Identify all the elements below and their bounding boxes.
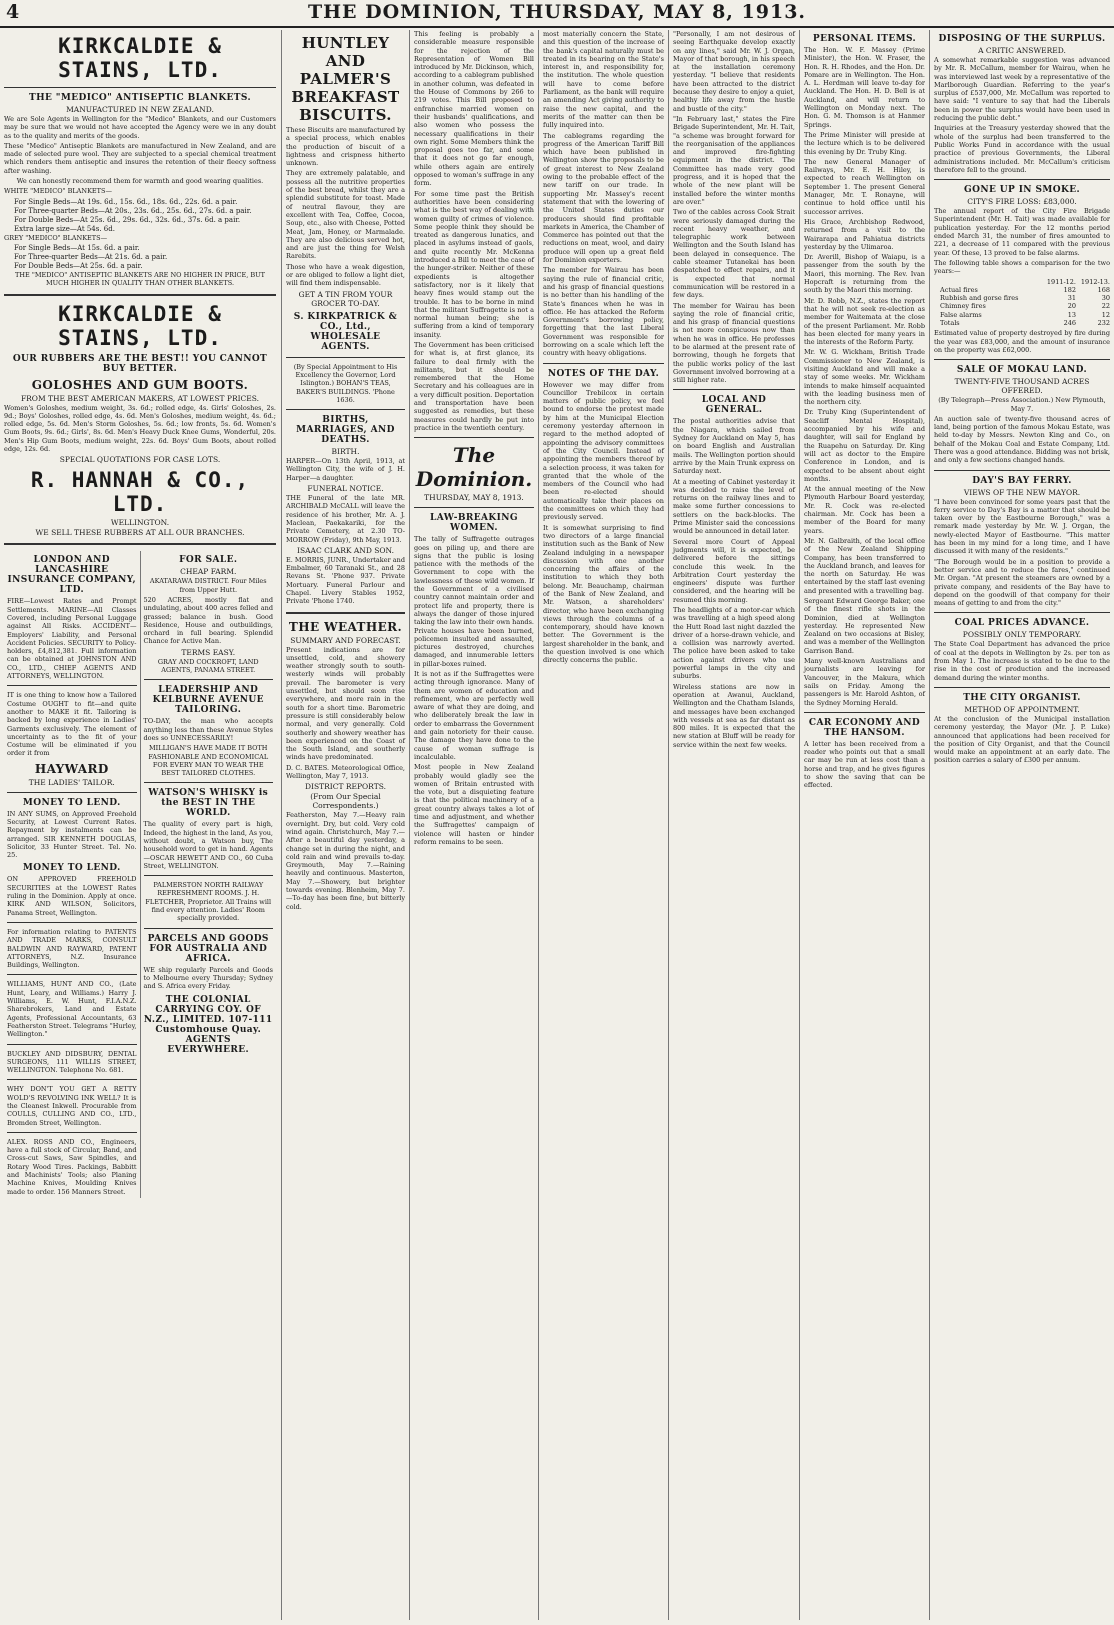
weather-subheading: SUMMARY AND FORECAST. — [290, 635, 401, 645]
personal-paragraph: Many well-known Australians and journalists are leaving for Vancouver, in the Makura, which sails on Friday. Among the passengers is Mr. Harold Ashton, of the Sydney Morning Herald. — [804, 657, 925, 707]
personal-paragraph: The Hon. W. F. Massey (Prime Minister), the Hon. W. Fraser, the Hon. R. H. Rhodes, and the Hon. Dr. Pomare are in Wellington. The Hon. A. L. Herdman will leave to-day for Auckland. The Hon. H. D. Bell is at Auckland, and will return to Wellington on Monday next. The Hon. G. M. Thomson is at Hanmer Springs. — [804, 46, 925, 129]
price-line: For Single Beds—At 19s. 6d., 15s. 6d., 18s. 6d., 22s. 6d. a pair. — [14, 197, 238, 206]
mokau-paragraph: An auction sale of twenty-five thousand acres of land, being portion of the famous Mokau Estate, was held to-day by Messrs. Newton King and Co., on behalf of the Mokau Coal and Estate Company, Ltd. There was a good attendance. Bidding was not brisk, and only a few sections changed hands. — [934, 414, 1110, 465]
smoke-year-b: 1912-13. — [1080, 277, 1110, 286]
column-leader — [409, 30, 538, 1620]
engineers-body: ALEX. ROSS AND CO., Engineers, have a full stock of Circular, Band, and Cross-cut Saws, Saw Spindles, and Rotary Wood Tires. Packings, Babbitt and Machinists' Tools; also Planing Machine Knives, Moulding Knives made to order. 156 Manners Street. — [7, 1137, 137, 1196]
column-personal — [799, 30, 929, 1620]
table-row: Rubbish and gorse fires 31 30 — [940, 294, 1110, 303]
rubbers-slogan: OUR RUBBERS ARE THE BEST!! YOU CANNOT BUY BETTER. — [12, 353, 268, 374]
coal-subheading: POSSIBLY ONLY TEMPORARY. — [962, 630, 1082, 640]
huntley-paragraph: These Biscuits are manufactured by a special process, which enables the production of biscuit of a lightness and crispness hitherto unknown. — [286, 126, 405, 168]
bmd-heading: BIRTHS, MARRIAGES, AND DEATHS. — [296, 415, 395, 446]
column-local — [668, 30, 799, 1620]
insurance-heading: LONDON AND LANCASHIRE INSURANCE COMPANY, LTD. — [7, 555, 136, 596]
weather-signature: D. C. BATES. Meteorological Office, Wellington, May 7, 1913. — [286, 763, 405, 781]
law-heading: LAW-BREAKING WOMEN. — [430, 513, 518, 534]
economy-heading: CAR ECONOMY AND THE HANSOM. — [808, 717, 921, 738]
ferry-heading: DAY'S BAY FERRY. — [972, 475, 1072, 486]
blankets-paragraph: We are Sole Agents in Wellington for the "Medico" Blankets, and our Customers may be sure that we would not have accepted the Agency were we in any doubt as to the quality and merits of the goods. — [4, 115, 276, 140]
newspaper-title: THE DOMINION, THURSDAY, MAY 8, 1913. — [307, 1, 807, 23]
mokau-heading: SALE OF MOKAU LAND. — [956, 365, 1088, 376]
huntley-agents: S. KIRKPATRICK & CO., Ltd., WHOLESALE AGENTS. — [293, 311, 398, 352]
surplus-paragraph: Inquiries at the Treasury yesterday showed that the whole of the surplus had been transferred to the Public Works Fund in accordance with the usual practice of previous Governments, the Liberal administrations included. Mr. McCallum's criticism therefore fell to the ground. — [934, 124, 1110, 174]
ferry-subheading: VIEWS OF THE NEW MAYOR. — [963, 487, 1081, 497]
dentist-body: BUCKLEY AND DIDSBURY, DENTAL SURGEONS, 111 WILLIS STREET, WELLINGTON. Telephone No. 681. — [7, 1049, 137, 1075]
leader-paragraph: The Government has been criticised for what is, at first glance, its failure to deal firmly with the militants, but it should be remembered that the Home Secretary and his colleagues are in a very difficult position. Deportation and transportation have been suggested as remedies, but these measures could hardly be put into practice in the twentieth century. — [414, 340, 534, 432]
local-paragraph: The postal authorities advise that the Niagara, which sailed from Sydney for Auckland on May 5, has on board English and Australian mails. The Wellington portion should arrive by the Main Trunk express on Saturday next. — [673, 417, 795, 476]
hannah-footer: WE SELL THESE RUBBERS AT ALL OUR BRANCHES. — [35, 528, 245, 538]
local-paragraph: The headlights of a motor-car which was travelling at a high speed along the Hutt Road last night dazzled the driver of a horse-drawn vehicle, and a collision was narrowly averted. The police have been asked to take action against drivers who use powerful lamps in the city and suburbs. — [673, 606, 795, 681]
page-number: 4 — [6, 1, 20, 23]
local-paragraph: Several more Court of Appeal judgments will, it is expected, be delivered before the sittings conclude this week. In the Arbitration Court yesterday the engineers' dispute was further considered, and the hearing will be resumed this morning. — [673, 537, 795, 604]
organist-paragraph: At the conclusion of the Municipal installation ceremony yesterday, the Mayor (Mr. J. P. Luke) announced that applications had been received for the position of City Organist, and that the Council would make an appointment at an early date. The position carries a salary of £300 per annum. — [934, 714, 1110, 765]
personal-paragraph: Dr. Truby King (Superintendent of Seacliff Mental Hospital), accompanied by his wife and daughter, will sail for England by the Ruapehu on Saturday. Dr. King will act as doctor to the Empire Conference in London, and is expected to be absent about eight months. — [804, 408, 925, 483]
blankets-paragraph: We can honestly recommend them for warmth and good wearing qualities. — [16, 177, 264, 186]
smoke-paragraph: The annual report of the City Fire Brigade Superintendent (Mr. H. Tait) was made available for publication yesterday. For the 12 months period ended March 31, the number of fires amounted to 221, a decrease of 11 compared with the previous year. Of these, 13 proved to be false alarms. — [934, 207, 1110, 257]
inkwell-body: WHY DON'T YOU GET A RETTY WOLD'S REVOLVING INK WELL? It is the Cleanest Inkwell. Procurable from COULLS, CULLING AND CO., LTD., Bromden Street, Wellington. — [7, 1085, 137, 1127]
undertaker-ad: E. MORRIS, JUNR., Undertaker and Embalmer, 60 Taranaki St., and 28 Revans St. 'Phone 937. Private Mortuary. Funeral Parlour and Chapel. Livery Stables 1952, Private 'Phone 1740. — [286, 555, 405, 606]
masthead — [0, 0, 1114, 28]
goloshes-subheading: FROM THE BEST AMERICAN MAKERS, AT LOWEST PRICES. — [20, 393, 260, 403]
goloshes-special: SPECIAL QUOTATIONS FOR CASE LOTS. — [59, 455, 221, 465]
whisky-body: The quality of every part is high, Indeed, the highest in the land, As you, without doubt, a Watson buy, The household word to get in hand. Agents—OSCAR HEWETT AND CO., 60 Cuba Street, WELLINGTON. — [143, 820, 273, 870]
personal-paragraph: Mr. N. Galbraith, of the local office of the New Zealand Shipping Company, has been transferred to the Auckland branch, and leaves for the north on Saturday. He was entertained by the staff last evening and presented with a travelling bag. — [804, 536, 925, 595]
forsale-terms: TERMS EASY. — [181, 647, 236, 657]
forsale-district: AKATARAWA DISTRICT. Four Miles from Upper Hutt. — [149, 577, 267, 594]
leader-paragraph: For some time past the British authorities have been considering what is the best way of dealing with women guilty of crimes of violence. Some people think they should be treated as dangerous lunatics, and placed in asylums instead of gaols, and quite recently Mr. McKenna introduced a Bill to meet the case of the hunger-striker. Neither of these expedients is altogether satisfactory, nor is it likely that heavy fines would stamp out the trouble. It has to be borne in mind that the militant Suffragette is not a normal human being; she is suffering from a kind of temporary insanity. — [414, 189, 534, 339]
column-news — [929, 30, 1114, 1620]
personal-paragraph: His Grace, Archbishop Redwood, returned from a visit to the Wairarapa and Pahiatua districts yesterday by the Ulimaroa. — [804, 217, 925, 251]
price-line: For Three-quarter Beds—At 20s., 23s. 6d., 25s. 6d., 27s. 6d. a pair. — [14, 206, 252, 215]
forsale-body: 520 ACRES, mostly flat and undulating, about 400 acres felled and grassed; balance in bush. Good Residence, House and outbuildings, orchard in full bearing. Splendid Chance for Active Man. — [143, 595, 273, 646]
article-paragraph: Two of the cables across Cook Strait were seriously damaged during the recent heavy weather, and telegraphic work between Wellington and the South Island has been delayed in consequence. The cable steamer Tutanekai has been despatched to effect repairs, and it is expected that normal communication will be restored in a few days. — [673, 208, 795, 300]
blankets-footer: THE "MEDICO" ANTISEPTIC BLANKETS ARE NO HIGHER IN PRICE, BUT MUCH HIGHER IN QUALITY THAN OTHER BLANKETS. — [15, 270, 265, 288]
personal-paragraph: The Prime Minister will preside at the lecture which is to be delivered this evening by Dr. Truby King. — [804, 130, 925, 156]
huntley-paragraph: They are extremely palatable, and possess all the nutritive properties of the best bread, whilst they are a splendid substitute for toast. Made of neutral flavour, they are excellent with Tea, Coffee, Cocoa, Soup, etc., also with Cheese, Potted Meat, Jam, Honey, or Marmalade. They are also delicious served hot, and are just the thing for Welsh Rarebits. — [286, 169, 405, 261]
notes-heading: NOTES OF THE DAY. — [547, 368, 660, 379]
parcels-heading: PARCELS AND GOODS FOR AUSTRALIA AND AFRICA. — [147, 933, 269, 964]
paper-date: THURSDAY, MAY 8, 1913. — [424, 493, 524, 503]
personal-heading: PERSONAL ITEMS. — [812, 34, 917, 44]
carrying-company: THE COLONIAL CARRYING COY. OF N.Z., LIMITED. 107-111 Customhouse Quay. AGENTS EVERYWHERE. — [143, 994, 273, 1055]
notes-paragraph: However we may differ from Councillor Trebilcox in certain matters of public policy, we feel bound to endorse the protest made by him at the Municipal Election ceremony yesterday afternoon in regard to the method adopted of appointing the advisory committees of the City Council. Instead of appointing the members thereof by a selection process, it was taken for granted that the whole of the members of the Council who had been re-elected should automatically take their places on the committees on which they had previously served. — [543, 380, 664, 522]
economy-paragraph: A letter has been received from a reader who points out that a small car may be run at less cost than a horse and trap, and he gives figures to show the saving that can be effected. — [804, 739, 925, 790]
grey-blankets-heading: GREY "MEDICO" BLANKETS— — [4, 233, 108, 242]
column-notices — [281, 30, 409, 1620]
personal-paragraph: Sergeant Edward George Baker, one of the finest rifle shots in the Dominion, died at Wellington yesterday. He represented New Zealand on two occasions at Bisley, and was a member of the Wellington Garrison Band. — [804, 597, 925, 655]
huntley-paragraph: Those who have a weak digestion, or are obliged to follow a light diet, will find them indispensable. — [286, 262, 405, 288]
teas-ad: (By Special Appointment to His Excellency the Governor, Lord Islington.) BOHAN'S TEAS, BAKER'S BUILDINGS. 'Phone 1636. — [293, 362, 398, 404]
law-paragraph: Most people in New Zealand probably would gladly see the women of Britain entrusted with the vote, but a disquieting feature is that the political machinery of a great country always takes a lot of time and adjustment, and whether the Suffragettes' campaign of violence will hasten or hinder reform remains to be seen. — [414, 763, 534, 846]
table-row: False alarms 13 12 — [940, 310, 1110, 319]
paper-nameplate: The Dominion. — [415, 443, 533, 492]
article-paragraph: "In February last," states the Fire Brigade Superintendent, Mr. H. Tait, "a scheme was brought forward for the reorganisation of the appliances and improved fire-fighting equipment in the district. The Committee has made very good progress, and it is hoped that the whole of the new plant will be installed before the winter months are over." — [673, 114, 795, 206]
kirkcaldie-header: KIRKCALDIE & STAINS, LTD. — [58, 301, 222, 350]
patents-body: For information relating to PATENTS AND TRADE MARKS, CONSULT BALDWIN AND RAYWARD, PATENT ATTORNEYS, N.Z. Insurance Buildings, Wellington. — [7, 927, 137, 970]
organist-subheading: METHOD OF APPOINTMENT. — [964, 704, 1080, 714]
local-heading: LOCAL AND GENERAL. — [701, 395, 767, 416]
personal-paragraph: Mr. W. G. Wickham, British Trade Commissioner to New Zealand, is visiting Auckland and will make a stay of some weeks. Mr. Wickham intends to make himself acquainted with the leading business men of the northern city. — [804, 348, 925, 407]
surplus-heading: DISPOSING OF THE SURPLUS. — [938, 34, 1106, 44]
smoke-table — [940, 278, 1110, 328]
refreshment-rooms: PALMERSTON NORTH RAILWAY REFRESHMENT ROOMS. J. H. FLETCHER, Proprietor. All Trains will find every attention. Ladies' Room specially provided. — [145, 881, 272, 923]
article-paragraph: "Personally, I am not desirous of seeing Earthquake develop exactly on any lines," said Mr. W. J. Organ, Mayor of that borough, in his speech at the installation ceremony yesterday. "I believe that residents have been attracted to the district because they desire to enjoy a quiet, healthy life away from the hustle and bustle of the city." — [673, 30, 795, 113]
small-ads — [4, 551, 276, 1198]
law-paragraph: The tally of Suffragette outrages goes on piling up, and there are signs that the public is losing patience with the methods of the Government to cope with the lawlessness of these wild women. If the Government of a civilised country cannot maintain order and protect life and property, there is always the danger of those injured taking the law into their own hands. Private houses have been burned, policemen insulted and assaulted, pictures destroyed, churches damaged, and innumerable letters in pillar-boxes ruined. — [414, 535, 534, 668]
leader-paragraph: This feeling is probably a considerable measure responsible for the rejection of the Representation of Women Bill introduced by Mr. Dickinson, which, according to a cablegram published in another column, was defeated in the House of Commons by 266 to 219 votes. This Bill proposed to enfranchise married women on their husbands' qualifications, and also women who possess the necessary qualifications in their own right. Some Members think the proposal goes too far, and some that it does not go far enough, while others again are entirely opposed to woman's suffrage in any form. — [414, 30, 534, 188]
blankets-heading: THE "MEDICO" ANTISEPTIC BLANKETS. — [28, 93, 252, 103]
price-line: Extra large size—At 54s. 6d. — [14, 224, 115, 233]
money-body: IN ANY SUMS, on Approved Freehold Security, at Lowest Current Rates. Repayment by instalments can be arranged. SIR KENNETH DOUGLAS, Solicitor, 33 Hunter Street. Tel. No. 25. — [7, 809, 137, 860]
hayward-body: IT is one thing to know how a Tailored Costume OUGHT to fit—and quite another to MAKE it fit. Tailoring is backed by long experience in Ladies' Garments exclusively. The element of uncertainty as to the fit of your Costume will be eliminated if you order it from — [7, 691, 137, 758]
goloshes-heading: GOLOSHES AND GUM BOOTS. — [31, 377, 249, 392]
milligan-body: MILLIGAN'S HAVE MADE IT BOTH FASHIONABLE AND ECONOMICAL FOR EVERY MAN TO WEAR THE BEST TAILORED CLOTHES. — [148, 744, 269, 778]
ferry-paragraph: "The Borough would be in a position to provide a better service and to reduce the fares," continued Mr. Organ. "At present the steamers are owned by a private company, and residents of the Bay have to depend on the goodwill of that company for their means of getting to and from the city." — [934, 557, 1110, 608]
surplus-paragraph: A somewhat remarkable suggestion was advanced by Mr. R. McCallum, member for Wairau, when he was interviewed last week by a representative of the Marlborough Guardian. Referring to the year's surplus of £537,000, Mr. McCallum was reported to have said: "I venture to say that had the Liberals been in power the surplus would have been used in reducing the public debt." — [934, 56, 1110, 123]
hannah-header: R. HANNAH & CO., LTD. — [30, 468, 250, 517]
table-row: Chimney fires 20 22 — [940, 302, 1110, 311]
funeral-firm: ISAAC CLARK AND SON. — [297, 545, 394, 555]
local-paragraph: At a meeting of Cabinet yesterday it was decided to raise the level of returns on the railway lines and to make some further concessions to settlers on the back-blocks. The Prime Minister said the concessions would be announced in detail later. — [673, 477, 795, 536]
whisky-heading: WATSON'S WHISKY is the BEST IN THE WORLD. — [148, 788, 269, 819]
personal-paragraph: Mr. D. Robb, N.Z., states the report that he will not seek re-election as member for Waitemata at the close of the present Parliament. Mr. Robb has been elected for many years in the interests of the Reform Party. — [804, 296, 925, 347]
article-paragraph: The cablegrams regarding the progress of the American Tariff Bill which have been published in Wellington show the proposals to be of great interest to New Zealand owing to the probable effect of the new tariff on our trade. In supporting Mr. Massey's recent statement that with the lowering of the United States duties our producers should find profitable markets in America, the Chamber of Commerce has pointed out that the reductions on meat, wool, and dairy produce will open up a great field for Dominion exporters. — [543, 131, 664, 265]
surplus-subheading: A CRITIC ANSWERED. — [978, 46, 1066, 55]
column-advertisements — [0, 30, 280, 1620]
kirkcaldie-header: KIRKCALDIE & STAINS, LTD. — [58, 34, 222, 82]
smoke-heading: GONE UP IN SMOKE. — [964, 185, 1080, 196]
table-row: Actual fires 182 168 — [940, 285, 1110, 294]
money-heading: MONEY TO LEND. — [22, 863, 121, 874]
district-body: Featherston, May 7.—Heavy rain overnight. Dry, but cold. Very cold wind again. Christchurch, May 7.—After a beautiful day yesterday, a change set in during the night, and cold rain and wind prevails to-day. Greymouth, May 7.—Raining heavily and continuous. Masterton, May 7.—Showery, but brighter towards evening. Blenheim, May 7.—To-day has been fine, but bitterly cold. — [286, 811, 405, 911]
parcels-body: WE ship regularly Parcels and Goods to Melbourne every Thursday; Sydney and S. Africa every Friday. — [143, 965, 273, 991]
huntley-heading: HUNTLEY AND PALMER'S BREAKFAST BISCUITS. — [291, 34, 400, 124]
organist-heading: THE CITY ORGANIST. — [963, 692, 1081, 703]
table-row: Totals 246 232 — [940, 319, 1110, 328]
district-heading: DISTRICT REPORTS. — [305, 782, 386, 792]
column-notes — [538, 30, 668, 1620]
price-line: For Double Beds—At 25s. 6d., 29s. 6d., 32s. 6d., 37s. 6d. a pair. — [14, 215, 241, 224]
mokau-dateline: (By Telegraph—Press Association.) New Plymouth, May 7. — [938, 396, 1106, 413]
goloshes-list: Women's Goloshes, medium weight, 3s. 6d.; rolled edge, 4s. Girls' Goloshes, 2s. 9d.; Boys' Goloshes, rolled edge, 4s. 6d. Men's Goloshes, medium weight, 4s. 6d.; rolled edge, 5s. 6d. Men's Storm Goloshes, 5s. 6d.; low fronts, 5s. 6d. Women's Gum Boots, 9s. 6d.; Girls', 8s. 6d. Men's Heavy Duck Knee Gums, Wonderful, 20s. Men's Hip Gum Boots, medium weight, 22s. 6d. Boys' Gum Boots, about rolled edge, 12s. 6d. — [4, 403, 276, 454]
smoke-year-a: 1911-12. — [1046, 277, 1076, 286]
coal-heading: COAL PRICES ADVANCE. — [954, 618, 1090, 629]
tailoring-heading: LEADERSHIP AND KELBURNE AVENUE TAILORING. — [152, 685, 264, 716]
insurance-body: FIRE—Lowest Rates and Prompt Settlements. MARINE—All Classes Covered, including Personal Luggage against All Risks. ACCIDENT—Employers' Liability, and Personal Accident Policies. SECURITY to Policy-holders, £4,812,381. Full information can be obtained at JOHNSTON AND CO., LTD., CHIEF AGENTS AND ATTORNEYS, WELLINGTON. — [7, 597, 137, 681]
notes-paragraph: It is somewhat surprising to find two directors of a large financial institution such as the Bank of New Zealand indulging in a newspaper discussion with one another concerning the affairs of the institution to which they both belong. Mr. Beauchamp, chairman of the Bank of New Zealand, and Mr. Watson, a shareholders' director, who have been exchanging views through the columns of a contemporary, should have known better. The Government is the largest shareholder in the bank, and the question involved is one which directly concerns the public. — [543, 523, 664, 665]
land-agents: GRAY AND COCKROFT, LAND AGENTS, PANAMA STREET. — [157, 657, 259, 675]
money-heading: MONEY TO LEND. — [22, 797, 121, 808]
hayward-heading: HAYWARD — [34, 761, 109, 776]
ferry-paragraph: "I have been convinced for some years past that the ferry service to Day's Bay is a matter that should be taken over by the Eastbourne Borough," was a remark made yesterday by Mr. W. J. Organ, the newly-elected Mayor of Eastbourne. "This matter has been in my mind for a long time, and I have discussed it with many of the residents." — [934, 497, 1110, 556]
forsale-subheading: CHEAP FARM. — [180, 567, 237, 577]
williams-body: WILLIAMS, HUNT AND CO., (Late Hunt, Leary, and Williams.) Harry J. Williams, E. W. Hunt, F.I.A.N.Z. Sharebrokers, Land and Estate Agents, Professional Accountants, 63 Featherston Street. Telegrams "Hurley, Wellington." — [7, 980, 137, 1039]
smoke-paragraph: Estimated value of property destroyed by fire during the year was £83,000, and the amount of insurance on the property was £62,000. — [934, 329, 1110, 354]
birth-heading: BIRTH. — [331, 447, 360, 457]
funeral-notice: THE Funeral of the late MR. ARCHIBALD McCALL will leave the residence of his brother, Mr. A. J. Maclean, Paekakariki, for the Private Cemetery, at 2.30 TO-MORROW (Friday), 9th May, 1913. — [286, 494, 405, 544]
coal-paragraph: The State Coal Department has advanced the price of coal at the depots in Wellington by 2s. per ton as from May 1. The increase is stated to be due to the rise in the cost of production and the increased demand during the winter months. — [934, 640, 1110, 682]
personal-paragraph: The new General Manager of Railways, Mr. E. H. Hiley, is expected to reach Wellington on September 1. The present General Manager, Mr. T. Ronayne, will continue to hold office until his successor arrives. — [804, 157, 925, 216]
price-line: For Three-quarter Beds—At 21s. 6d. a pair. — [14, 252, 168, 261]
birth-notice: HARPER—On 13th April, 1913, at Wellington City, the wife of J. H. Harper—a daughter. — [286, 457, 405, 482]
forsale-heading: FOR SALE. — [179, 555, 238, 566]
law-paragraph: It is not as if the Suffragettes were acting through ignorance. Many of them are women of education and refinement, who are perfectly well aware of what they are doing, and who deliberately break the law in order to embarrass the Government and gain notoriety for their cause. The damage they have done to the cause of woman suffrage is incalculable. — [414, 670, 534, 761]
local-paragraph: Wireless stations are now in operation at Awanui, Auckland, Wellington and the Chatham Islands, and messages have been exchanged with vessels at sea as far distant as 800 miles. It is expected that the new station at Bluff will be ready for service within the next few weeks. — [673, 682, 795, 749]
mokau-subheading: TWENTY-FIVE THOUSAND ACRES OFFERED. — [954, 377, 1090, 396]
article-paragraph: most materially concern the State, and this question of the increase of the bank's capital naturally must be treated in its bearing on the State's interest in, and responsibility for, the institution. The whole question will have to come before Parliament, as the bank will require an amending Act giving authority to raise the new capital, and the merits of the matter can then be fully inquired into. — [543, 30, 664, 130]
price-line: For Single Beds—At 15s. 6d. a pair. — [14, 243, 140, 252]
personal-paragraph: At the annual meeting of the New Plymouth Harbour Board yesterday, Mr. R. Cock was re-elected chairman. Mr. Cock has been a member of the Board for many years. — [804, 485, 925, 535]
smoke-table-intro: The following table shows a comparison for the two years:— — [934, 258, 1110, 276]
weather-heading: THE WEATHER. — [288, 619, 403, 634]
hayward-subheading: THE LADIES' TAILOR. — [28, 777, 115, 787]
huntley-call: GET A TIN FROM YOUR GROCER TO-DAY. — [298, 289, 393, 308]
white-blankets-heading: WHITE "MEDICO" BLANKETS— — [4, 187, 112, 196]
article-paragraph: The member for Wairau has been saying the role of financial critic, and his grasp of financial questions is not more conspicuous now than when he was in office. He professes to be alarmed at the present rate of borrowing, though he forgets that the public works policy of the last Government involved borrowing at a still higher rate. — [673, 301, 795, 385]
smoke-subheading: CITY'S FIRE LOSS: £83,000. — [967, 197, 1077, 207]
personal-paragraph: Dr. Averill, Bishop of Waiapu, is a passenger from the south by the Maori, this morning. The Rev. Ivan Hopcraft is returning from the south by the Maori this morning. — [804, 253, 925, 295]
blankets-paragraph: These "Medico" Antiseptic Blankets are manufactured in New Zealand, and are made of selected pure wool. They are subjected to a special chemical treatment which renders them antiseptic and insures the retention of their fleecy softness after washing. — [4, 141, 276, 175]
hannah-town: WELLINGTON. — [110, 518, 170, 528]
money-body: ON APPROVED FREEHOLD SECURITIES at the LOWEST Rates ruling in the Dominion. Apply at once. KIRK AND WILSON, Solicitors, Panama Street, Wellington. — [7, 875, 137, 917]
tailoring-body: TO-DAY, the man who accepts anything less than these Avenue Styles does so UNNECESSARILY! — [143, 717, 273, 742]
funeral-heading: FUNERAL NOTICE. — [307, 484, 384, 494]
weather-body: Present indications are for unsettled, cold, and showery weather strongly south to south-westerly winds will probably prevail. The barometer is very unsettled, but should soon rise everywhere, and more rain in the south for a short time. Barometric pressure is still considerably below normal, and very generally. Cold southerly and showery weather has been experienced on the Coast of the South Island, and southerly winds have predominated. — [286, 645, 405, 762]
price-line: For Double Beds—At 25s. 6d. a pair. — [14, 261, 143, 270]
article-paragraph: The member for Wairau has been saying the rule of financial critic, and his grasp of financial questions is no better than his handling of the State's finances when he was in office. He has attacked the Reform Government's borrowing policy, forgetting that the last Liberal Government was responsible for borrowing on a scale which left the country with heavy obligations. — [543, 266, 664, 358]
blankets-subheading: MANUFACTURED IN NEW ZEALAND. — [66, 105, 214, 114]
district-subheading: (From Our Special Correspondents.) — [310, 792, 381, 811]
